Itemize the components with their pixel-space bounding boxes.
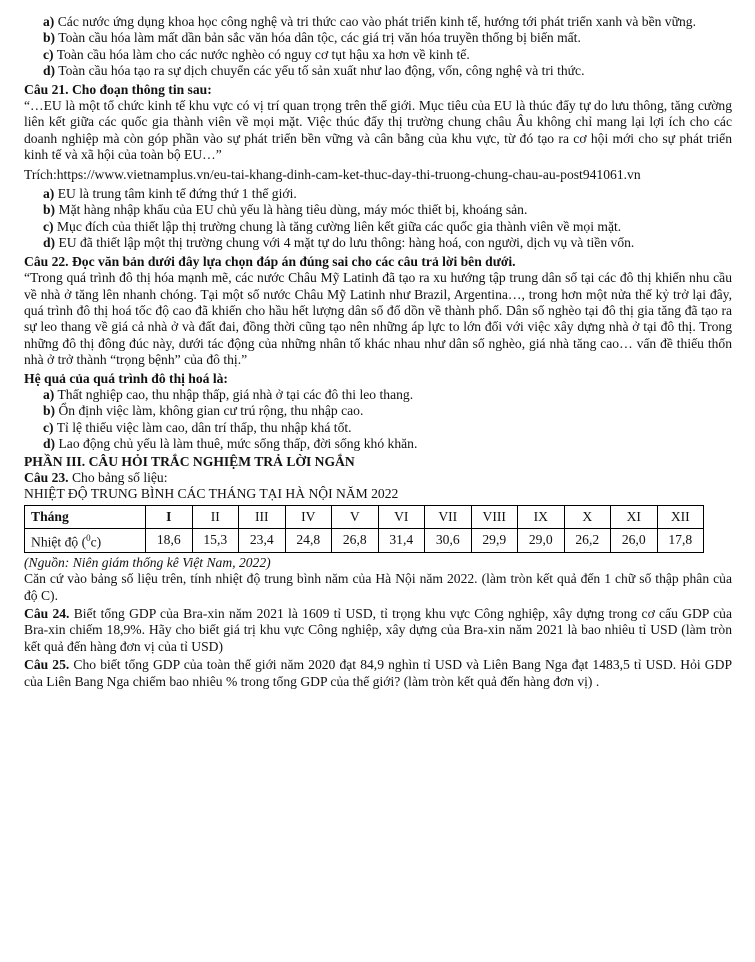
temp-cell: 26,2 [564, 528, 611, 552]
temp-cell: 29,9 [471, 528, 518, 552]
q23-source: (Nguồn: Niên giám thống kê Việt Nam, 2022) [24, 554, 271, 570]
question-21 [24, 82, 732, 252]
month-cell: III [239, 505, 286, 528]
q23-question: Căn cứ vào bảng số liệu trên, tính nhiệt độ trung bình năm của Hà Nội năm 2022. (làm tròn kết quả đến 1 chữ số thập phân của độ C). [24, 571, 732, 603]
question-23 [24, 470, 732, 604]
q22-option-c: c) Tỉ lệ thiếu việc làm cao, dân trí thấp, thu nhập khá tốt. [43, 419, 352, 435]
option-b: b) Toàn cầu hóa làm mất dần bản sắc văn hóa dân tộc, các giá trị văn hóa truyền thống bị biến mất. [43, 30, 581, 46]
month-cell: VIII [471, 505, 518, 528]
document-page [24, 14, 732, 690]
temp-cell: 24,8 [285, 528, 332, 552]
q21-heading: Câu 21. Cho đoạn thông tin sau: [24, 81, 212, 97]
month-cell: VII [425, 505, 472, 528]
question-24: Câu 24. Biết tổng GDP của Bra-xin năm 2021 là 1609 tỉ USD, tỉ trọng khu vực Công nghiệp, xây dựng trong cơ cấu GDP của Bra-xin chiếm 18,9%. Hãy cho biết giá trị khu vực Công nghiệp, xây dựng của Bra-xin năm 2021 là bao nhiêu tỉ USD (làm tròn kết quả đến hàng đơn vị của tỉ USD) [24, 605, 732, 654]
month-cell: XII [657, 505, 704, 528]
row-label: Nhiệt độ ($^0$c) [25, 528, 146, 552]
question-22 [24, 254, 732, 453]
q21-option-c: c) Mục đích của thiết lập thị trường chung là tăng cường liên kết giữa các quốc gia thành viên về mọi mặt. [43, 218, 622, 234]
option-d: d) Toàn cầu hóa tạo ra sự dịch chuyển các yếu tố sản xuất như lao động, vốn, công nghệ và tri thức. [43, 63, 585, 79]
temp-cell: 23,4 [239, 528, 286, 552]
part3-title: PHẦN III. CÂU HỎI TRẮC NGHIỆM TRẢ LỜI NGẮN [24, 453, 355, 469]
option-c: c) Toàn cầu hóa làm cho các nước nghèo có nguy cơ tụt hậu xa hơn về kinh tế. [43, 46, 470, 62]
q21-option-b: b) Mặt hàng nhập khẩu của EU chủ yếu là hàng tiêu dùng, máy móc thiết bị, khoáng sản. [43, 202, 528, 218]
month-cell: IV [285, 505, 332, 528]
q21-option-a: a) EU là trung tâm kinh tế đứng thứ 1 thế giới. [43, 186, 297, 202]
month-cell: X [564, 505, 611, 528]
q23-table-title: NHIỆT ĐỘ TRUNG BÌNH CÁC THÁNG TẠI HÀ NỘI NĂM 2022 [24, 486, 399, 502]
month-cell: VI [378, 505, 425, 528]
month-cell: IX [518, 505, 565, 528]
q22-option-b: b) Ổn định việc làm, không gian cư trú rộng, thu nhập cao. [43, 403, 364, 419]
q21-option-d: d) EU đã thiết lập một thị trường chung với 4 mặt tự do lưu thông: hàng hoá, con người, dịch vụ và tiền vốn. [43, 235, 635, 251]
temp-cell: 29,0 [518, 528, 565, 552]
q23-intro: Câu 23. Cho bảng số liệu: [24, 469, 168, 485]
temp-cell: 26,8 [332, 528, 379, 552]
temp-cell: 31,4 [378, 528, 425, 552]
month-cell: XI [611, 505, 658, 528]
temp-cell: 17,8 [657, 528, 704, 552]
table-header-row [25, 505, 704, 528]
temp-cell: 30,6 [425, 528, 472, 552]
temp-cell: 15,3 [192, 528, 239, 552]
month-cell: V [332, 505, 379, 528]
q22-option-a: a) Thất nghiệp cao, thu nhập thấp, giá nhà ở tại các đô thi leo thang. [43, 386, 414, 402]
q21-source: Trích:https://www.vietnamplus.vn/eu-tai-khang-dinh-cam-ket-thuc-day-thi-truong-chung-chau-au-post941061.vn [24, 166, 641, 182]
q22-quote: “Trong quá trình đô thị hóa mạnh mẽ, các nước Châu Mỹ Latinh đã tạo ra xu hướng tập trung dân số tại các đô thị khiến nhu cầu về nhà ở tăng lên nhanh chóng. Tại một số nước Châu Mỹ Latinh như Brazil, Argentina…, trong hơn một nửa thế kỷ trở lại đây, quá trình đô thị hoá tốc độ cao đã khiến cho hầu hết lượng dân số đổ dồn về thành phố. Dân số nghèo tại đô thị gia tăng đã tạo ra sự leo thang về giá cả nhà ở và đất đai, đồng thời cũng tạo nên những áp lực to lớn đối với việc xây dựng nhà ở tại đô thị. Trong những đô thị đông đúc này, dưới tác động của những nhân tố khác nhau như dân số nghèo, giá nhà tăng cao… vấn đề thiếu thốn nhà ở trở thành “trọng bệnh” của đô thị.” [24, 270, 732, 368]
continuation-options [24, 14, 732, 80]
option-a: a) Các nước ứng dụng khoa học công nghệ và tri thức cao vào phát triển kinh tế, hướng tới phát triển xanh và bền vững. [43, 14, 696, 29]
temp-cell: 18,6 [146, 528, 193, 552]
table-header-label: Tháng [25, 505, 146, 528]
question-25: Câu 25. Cho biết tổng GDP của toàn thế giới năm 2020 đạt 84,9 nghìn tỉ USD và Liên Bang Nga đạt 1483,5 tỉ USD. Hỏi GDP của Liên Bang Nga chiếm bao nhiêu % trong tổng GDP của thế giới? (làm tròn kết quả đến hàng đơn vị) . [24, 657, 733, 689]
q22-subheading: Hệ quả của quá trình đô thị hoá là: [24, 370, 228, 386]
q22-heading: Câu 22. Đọc văn bản dưới đây lựa chọn đáp án đúng sai cho các câu trả lời bên dưới. [24, 253, 516, 269]
q22-option-d: d) Lao động chủ yếu là làm thuê, mức sống thấp, đời sống khó khăn. [43, 436, 418, 452]
temperature-table [24, 505, 704, 553]
table-data-row [25, 528, 704, 552]
month-cell: I [146, 505, 193, 528]
temp-cell: 26,0 [611, 528, 658, 552]
q21-quote: “…EU là một tổ chức kinh tế khu vực có vị trí quan trọng trên thế giới. Mục tiêu của EU là thúc đẩy tự do lưu thông, tăng cường liên kết giữa các quốc gia thành viên về mọi mặt. Việc thúc đẩy thị trường chung châu Âu không chỉ mang lại lợi ích cho các doanh nghiệp mà còn góp phần vào sự phát triển bền vững và cân bằng của khu vực, từ đó tạo ra cơ hội mới cho sự phát triển kinh tế và xã hội của toàn bộ EU…” [24, 98, 732, 163]
month-cell: II [192, 505, 239, 528]
